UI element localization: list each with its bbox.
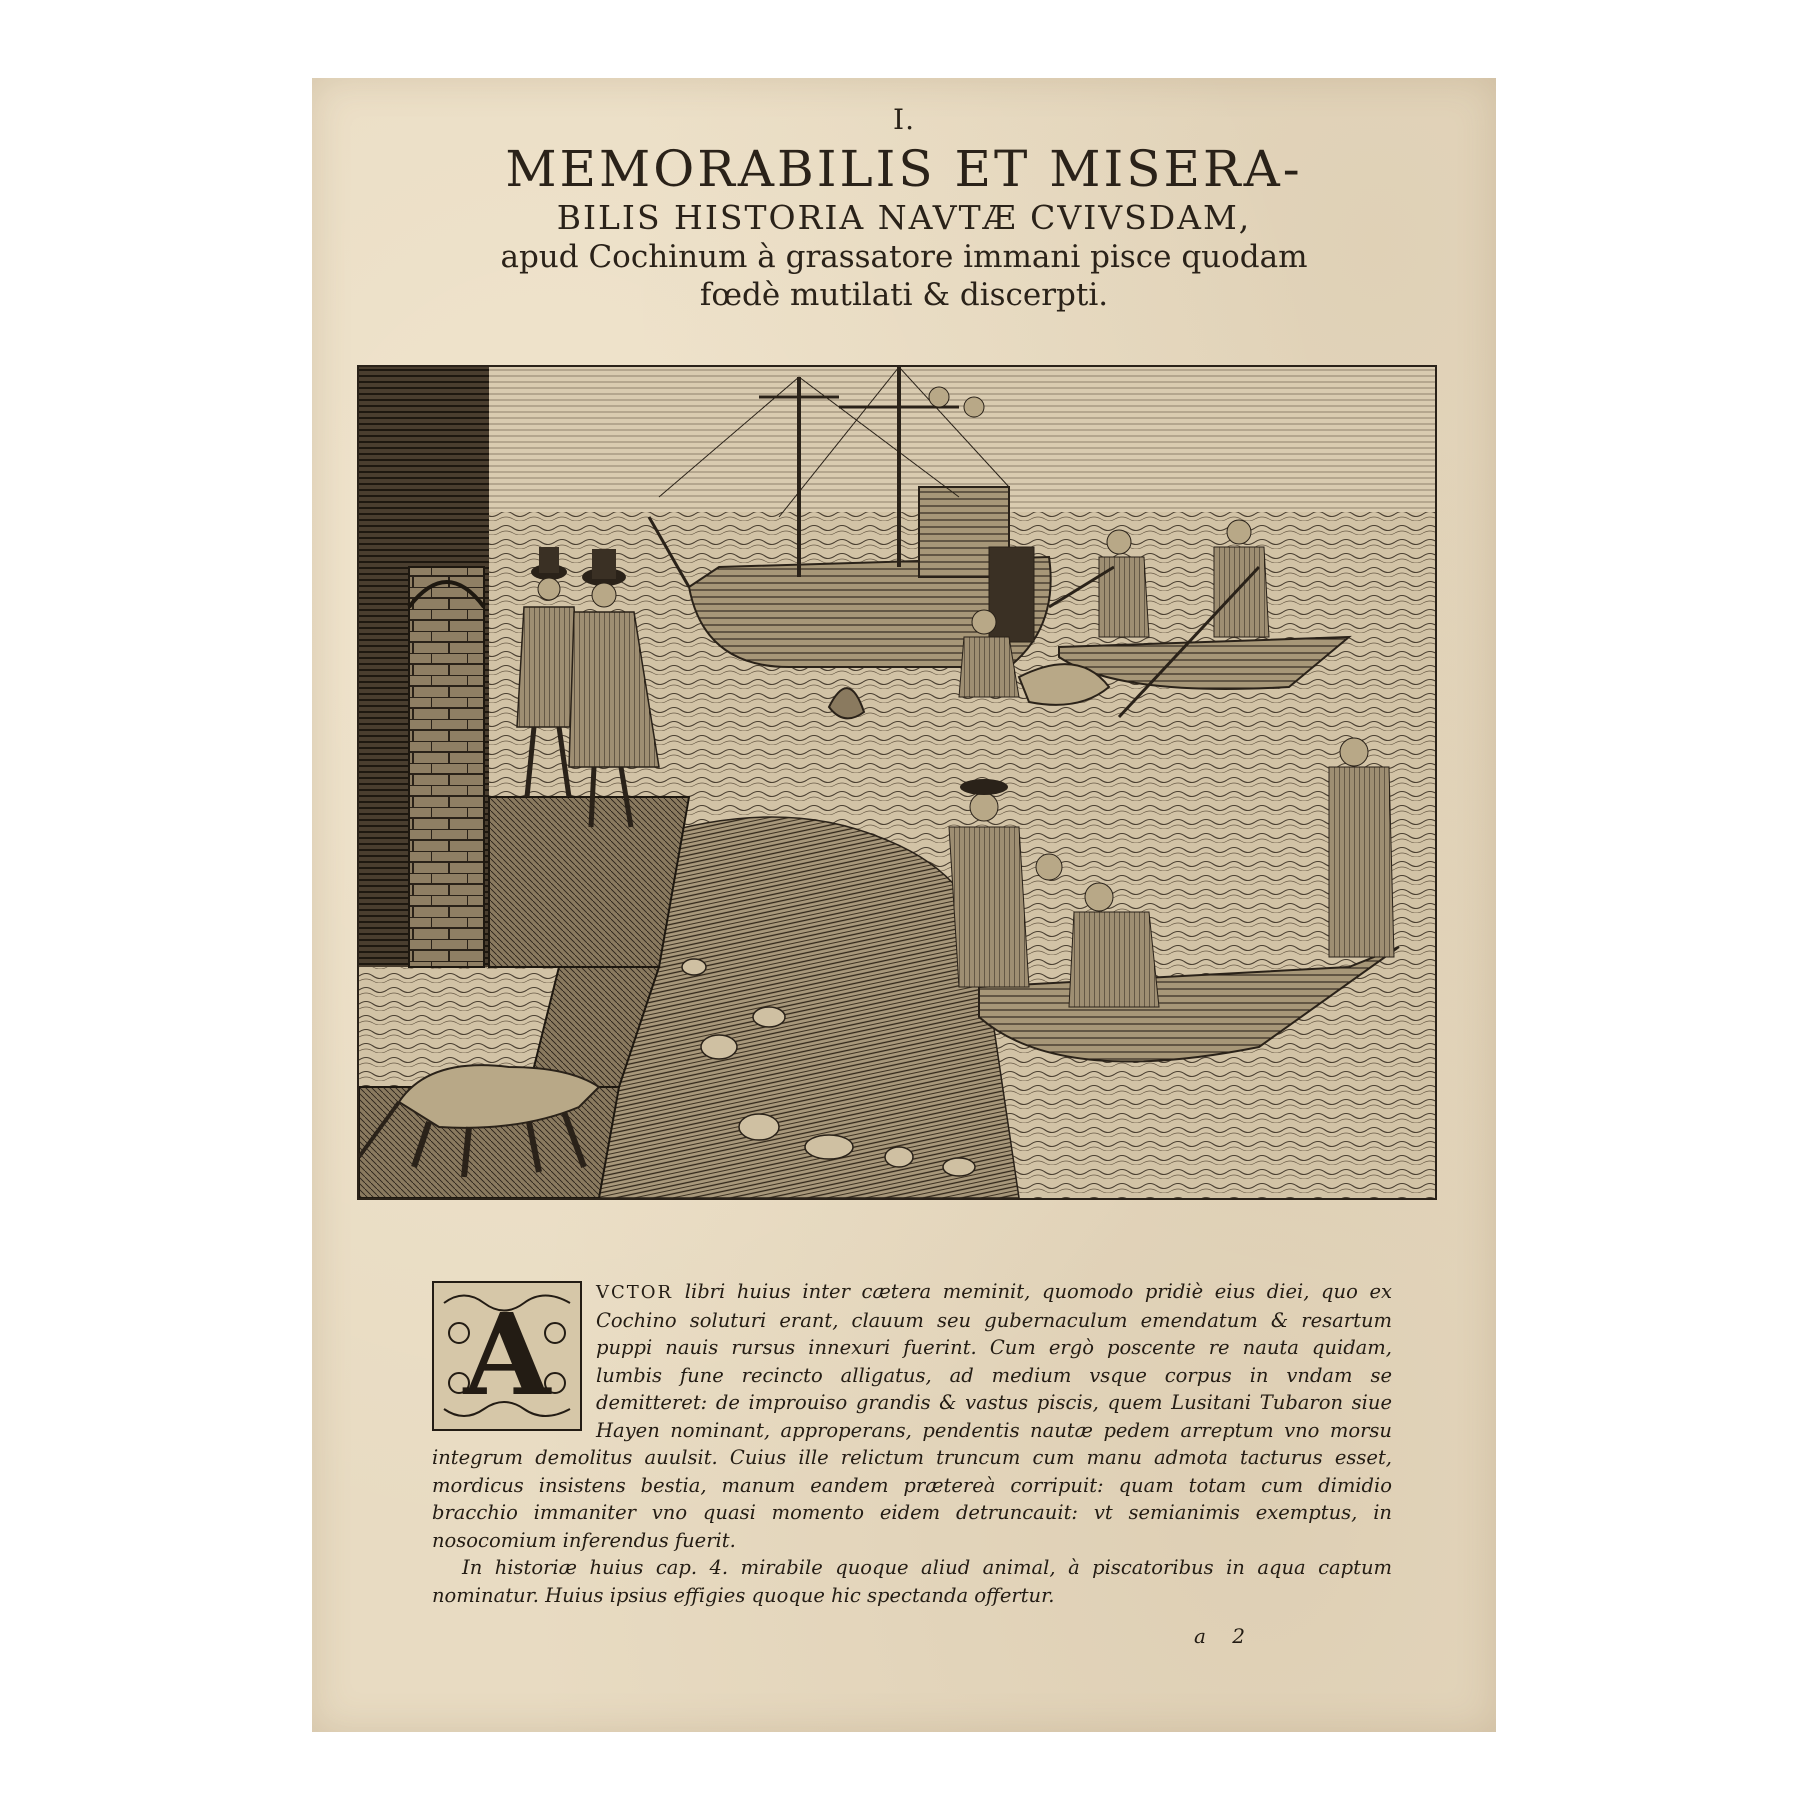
decorated-initial — [432, 1281, 582, 1431]
book-page — [312, 78, 1496, 1732]
latin-text — [432, 1278, 1392, 1609]
title-line-2: BILIS HISTORIA NAVTÆ CVIVSDAM, — [556, 198, 1252, 237]
brick-arch — [409, 567, 484, 967]
initial-letter: A — [463, 1290, 551, 1421]
paragraph-1-text: libri huius inter cætera meminit, quomodo pridiè eius diei, quo ex Cochino soluturi erant, clauum seu gubernaculum emendatum & resartum puppi nauis rursus innexuri fuerint. Cum ergò poscente re nauta quidam, lumbis fune recincto alligatus, ad medium vsque corpus in vndam se demitteret: de improuiso grandis & vastus piscis, quem Lusitani Tubaron siue Hayen nominant, approperans, pendentis nautæ pedem arreptum vno morsu integrum demolitus auulsit. Cuius ille relictum truncum cum manu admota tacturus esset, mordicus insistens bestia, manum eandem prætereà corripuit: quam totam cum dimidio bracchio immaniter vno quasi momento eidem detruncauit: vt semianimis exemptus, in nosocomium inferendus fuerit. — [432, 1280, 1392, 1552]
engraving-plate — [357, 365, 1437, 1200]
title-line-1: MEMORABILIS ET MISERA- — [505, 140, 1303, 198]
paragraph-2: In historiæ huius cap. 4. mirabile quoque aliud animal, à piscatoribus in aqua captum nominatur. Huius ipsius effigies quoque hic spectanda offertur. — [432, 1556, 1392, 1607]
plate-number: I. — [893, 103, 915, 136]
first-word: VCTOR — [596, 1282, 674, 1303]
engraving-illustration — [359, 367, 1435, 1198]
title-block — [312, 100, 1496, 314]
title-line-3: apud Cochinum à grassatore immani pisce quodam — [500, 239, 1308, 275]
signature-mark: a 2 — [1194, 1624, 1256, 1648]
title-line-4: fœdè mutilati & discerpti. — [699, 277, 1109, 313]
